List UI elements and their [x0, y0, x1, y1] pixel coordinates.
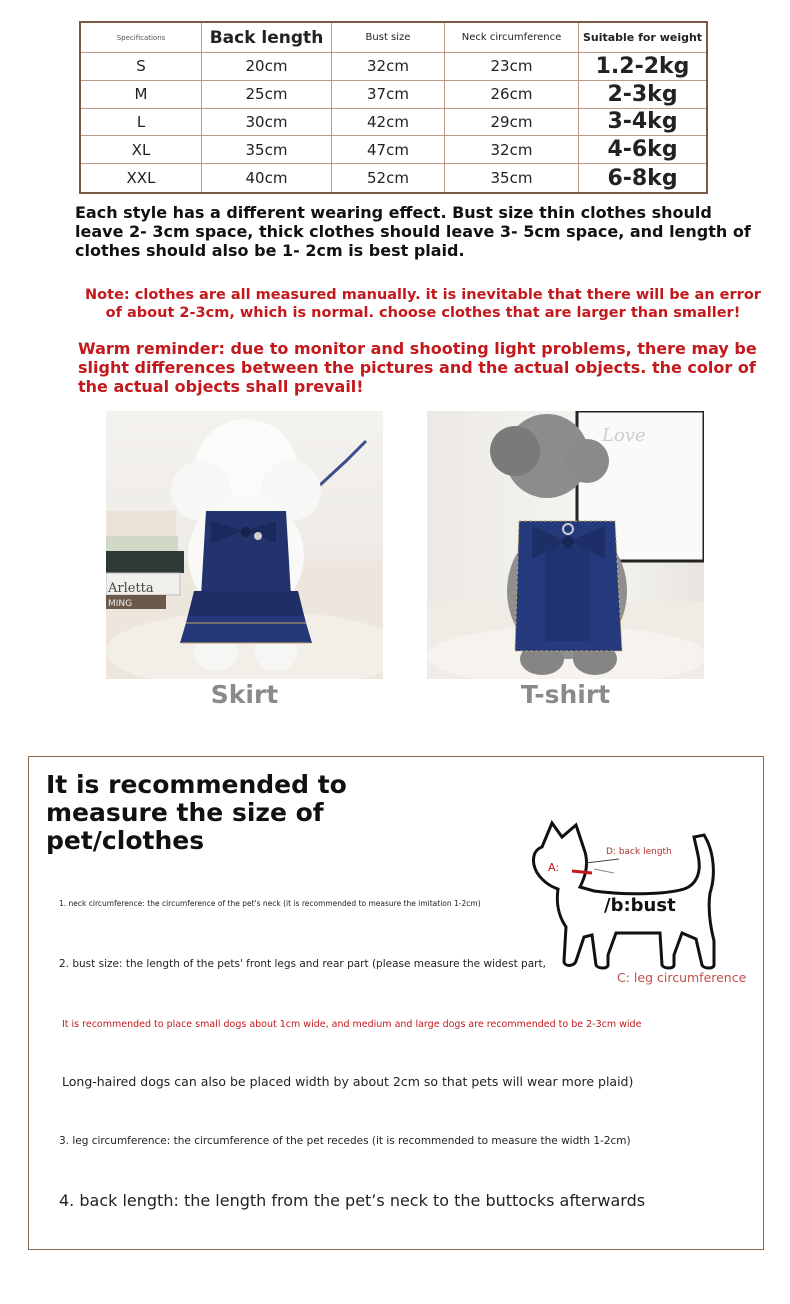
bust-width-recommendation: It is recommended to place small dogs about 1cm wide, and medium and large dogs are recommended to be 2-3cm wide — [62, 1019, 642, 1030]
table-cell-weight: 1.2-2kg — [579, 53, 706, 81]
neck-label: A: — [548, 861, 560, 874]
table-cell-bust: 52cm — [332, 164, 445, 192]
header-neck-circumference: Neck circumference — [445, 23, 579, 53]
bust-label: /b:bust — [604, 895, 676, 916]
table-cell-weight: 6-8kg — [607, 165, 678, 191]
table-cell-weight: 2-3kg — [579, 81, 706, 109]
table-cell-back: 30cm — [202, 109, 332, 137]
book-text: Arletta — [108, 581, 154, 596]
skirt-caption: Skirt — [210, 680, 279, 709]
measurement-note: Note: clothes are all measured manually. it is inevitable that there will be an error of about 2-3cm, which is normal. choose clothes that are larger than smaller! — [85, 287, 761, 321]
table-cell-size: L — [81, 109, 202, 137]
back-length-label: D: back length — [606, 847, 672, 857]
leg-circumference-label: C: leg circumference — [617, 970, 747, 985]
header-back-length: Back length — [202, 23, 332, 53]
table-cell-size: S — [81, 53, 202, 81]
table-cell-size: XL — [81, 136, 202, 164]
table-cell-weight: 3-4kg — [579, 109, 706, 137]
header-weight: Suitable for weight — [579, 23, 706, 53]
table-cell-neck: 32cm — [445, 136, 579, 164]
table-cell-size: M — [81, 81, 202, 109]
wearing-effect-note: Each style has a different wearing effect. Bust size thin clothes should leave 2- 3cm space, thick clothes should leave 3- 5cm space, and length of clothes should also be 1- 2cm is best plaid. — [75, 203, 751, 260]
table-cell-size: XXL — [81, 164, 202, 192]
svg-text:Love: Love — [602, 425, 646, 446]
table-cell-back: 20cm — [202, 53, 332, 81]
neck-instruction: 1. neck circumference: the circumference of the pet's neck (it is recommended to measure the imitation 1-2cm) — [59, 899, 481, 908]
table-cell-bust: 42cm — [332, 109, 445, 137]
table-cell-neck: 23cm — [445, 53, 579, 81]
skirt-photo — [106, 411, 383, 679]
bust-instruction: 2. bust size: the length of the pets' front legs and rear part (please measure the widest part, — [59, 958, 546, 970]
long-hair-instruction: Long-haired dogs can also be placed width by about 2cm so that pets will wear more plaid) — [62, 1074, 634, 1089]
header-bust-size: Bust size — [332, 23, 445, 53]
table-cell-neck: 29cm — [445, 109, 579, 137]
leg-instruction: 3. leg circumference: the circumference of the pet recedes (it is recommended to measure the width 1-2cm) — [59, 1135, 631, 1147]
header-specifications: Specifications — [81, 23, 202, 53]
measure-guide-box — [28, 756, 764, 1250]
table-cell-bust: 37cm — [332, 81, 445, 109]
measure-title: It is recommended to measure the size of pet/clothes — [46, 770, 347, 855]
tshirt-photo — [427, 411, 704, 679]
table-cell-back: 25cm — [202, 81, 332, 109]
table-cell-back: 35cm — [202, 136, 332, 164]
books-decoration — [106, 511, 184, 609]
back-length-instruction: 4. back length: the length from the pet’s neck to the buttocks afterwards — [59, 1191, 646, 1210]
size-table — [79, 21, 708, 194]
table-cell-weight: 4-6kg — [579, 136, 706, 164]
tshirt-caption: T-shirt — [520, 680, 611, 709]
book-text: MING — [108, 599, 133, 609]
warm-reminder: Warm reminder: due to monitor and shooting light problems, there may be slight differences between the pictures and the actual objects. the color of the actual objects shall prevail! — [78, 339, 757, 396]
table-cell-bust: 47cm — [332, 136, 445, 164]
table-cell-neck: 35cm — [445, 164, 579, 192]
table-cell-back: 40cm — [202, 164, 332, 192]
table-cell-neck: 26cm — [445, 81, 579, 109]
table-cell-bust: 32cm — [332, 53, 445, 81]
